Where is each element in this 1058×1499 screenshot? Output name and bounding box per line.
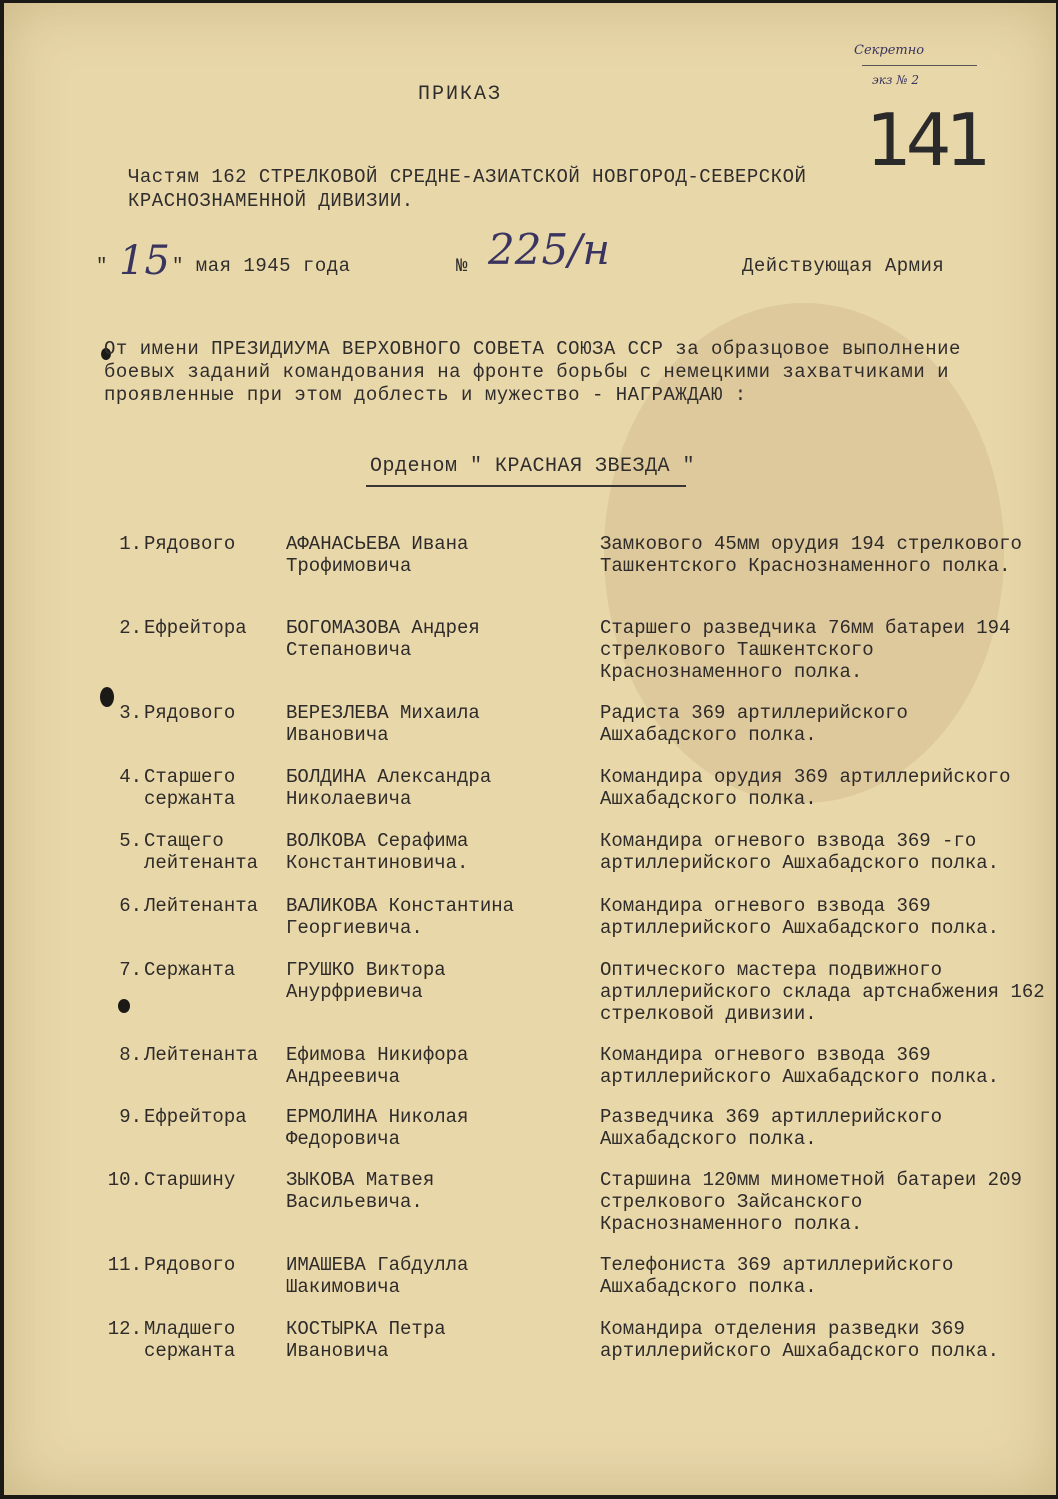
rank: Сержанта xyxy=(144,959,236,981)
rank: Лейтенанта xyxy=(144,1044,259,1066)
person-name: Ефимова Никифора Андреевича xyxy=(286,1044,469,1088)
army-label: Действующая Армия xyxy=(742,255,945,277)
row-number: 10. xyxy=(107,1169,142,1191)
secrecy-mark: Секретно xyxy=(854,43,925,58)
rank: Старшего сержанта xyxy=(144,766,236,810)
rank: Лейтенанта xyxy=(144,895,259,917)
position: Оптического мастера подвижного артиллерийского склада артснабжения 162 стрелковой дивизии. xyxy=(600,959,1045,1025)
person-name: ВЕРЕЗЛЕВА Михаила Ивановича xyxy=(286,702,480,746)
person-name: КОСТЫРКА Петра Ивановича xyxy=(286,1318,446,1362)
row-number: 4. xyxy=(119,766,142,788)
rank: Старшину xyxy=(144,1169,236,1191)
page-number: 141 xyxy=(866,98,986,182)
person-name: АФАНАСЬЕВА Ивана Трофимовича xyxy=(286,533,469,577)
rank: Стащего лейтенанта xyxy=(144,830,259,874)
rank: Ефрейтора xyxy=(144,1106,247,1128)
rank: Рядового xyxy=(144,1254,236,1276)
position: Разведчика 369 артиллерийского Ашхабадского полка. xyxy=(600,1106,943,1150)
rank: Ефрейтора xyxy=(144,617,247,639)
position: Командира отделения разведки 369 артиллерийского Ашхабадского полка. xyxy=(600,1318,1000,1362)
position: Командира огневого взвода 369 -го артиллерийского Ашхабадского полка. xyxy=(600,830,1000,874)
preamble: От имени ПРЕЗИДИУМА ВЕРХОВНОГО СОВЕТА СОЮЗА ССР за образцовое выполнение боевых заданий командования на фронте борьбы с немецкими захватчиками и проявленные при этом доблесть и мужество - НАГРАЖДАЮ : xyxy=(104,338,961,406)
person-name: ВОЛКОВА Серафима Константиновича. xyxy=(286,830,469,874)
rank: Младшего сержанта xyxy=(144,1318,236,1362)
punch-hole xyxy=(118,999,130,1013)
row-number: 3. xyxy=(119,702,142,724)
award-underline xyxy=(366,485,686,487)
position: Радиста 369 артиллерийского Ашхабадского полка. xyxy=(600,702,908,746)
copy-number: экз № 2 xyxy=(872,73,920,87)
rank: Рядового xyxy=(144,533,236,555)
date-day: 15 xyxy=(119,238,170,284)
row-number: 9. xyxy=(119,1106,142,1128)
position: Телефониста 369 артиллерийского Ашхабадского полка. xyxy=(600,1254,954,1298)
position: Командира огневого взвода 369 артиллерийского Ашхабадского полка. xyxy=(600,1044,1000,1088)
person-name: ВАЛИКОВА Константина Георгиевича. xyxy=(286,895,515,939)
order-number-label: № xyxy=(456,255,468,277)
award-name: Орденом " КРАСНАЯ ЗВЕЗДА " xyxy=(370,455,696,478)
row-number: 6. xyxy=(119,895,142,917)
date-text: " мая 1945 года xyxy=(172,255,351,277)
document-page xyxy=(4,3,1056,1495)
date-quote: " xyxy=(96,255,108,277)
order-number: 225/н xyxy=(488,225,610,274)
person-name: ЗЫКОВА Матвея Васильевича. xyxy=(286,1169,435,1213)
row-number: 11. xyxy=(107,1254,142,1276)
addressee: Частям 162 СТРЕЛКОВОЙ СРЕДНЕ-АЗИАТСКОЙ НОВГОРОД-СЕВЕРСКОЙ КРАСНОЗНАМЕННОЙ ДИВИЗИИ. xyxy=(128,166,807,212)
row-number: 2. xyxy=(119,617,142,639)
person-name: ИМАШЕВА Габдулла Шакимовича xyxy=(286,1254,469,1298)
position: Замкового 45мм орудия 194 стрелкового Ташкентского Краснознаменного полка. xyxy=(600,533,1022,577)
position: Командира орудия 369 артиллерийского Ашхабадского полка. xyxy=(600,766,1011,810)
document-title: ПРИКАЗ xyxy=(418,83,503,106)
person-name: БОГОМАЗОВА Андрея Степановича xyxy=(286,617,480,661)
corner-divider xyxy=(862,65,977,66)
rank: Рядового xyxy=(144,702,236,724)
position: Командира огневого взвода 369 артиллерийского Ашхабадского полка. xyxy=(600,895,1000,939)
row-number: 7. xyxy=(119,959,142,981)
person-name: БОЛДИНА Александра Николаевича xyxy=(286,766,492,810)
row-number: 1. xyxy=(119,533,142,555)
position: Старшина 120мм минометной батареи 209 стрелкового Зайсанского Краснознаменного полка. xyxy=(600,1169,1022,1235)
person-name: ГРУШКО Виктора Анурфриевича xyxy=(286,959,446,1003)
person-name: ЕРМОЛИНА Николая Федоровича xyxy=(286,1106,469,1150)
position: Старшего разведчика 76мм батареи 194 стрелкового Ташкентского Краснознаменного полка. xyxy=(600,617,1011,683)
row-number: 8. xyxy=(119,1044,142,1066)
row-number: 12. xyxy=(107,1318,142,1340)
row-number: 5. xyxy=(119,830,142,852)
